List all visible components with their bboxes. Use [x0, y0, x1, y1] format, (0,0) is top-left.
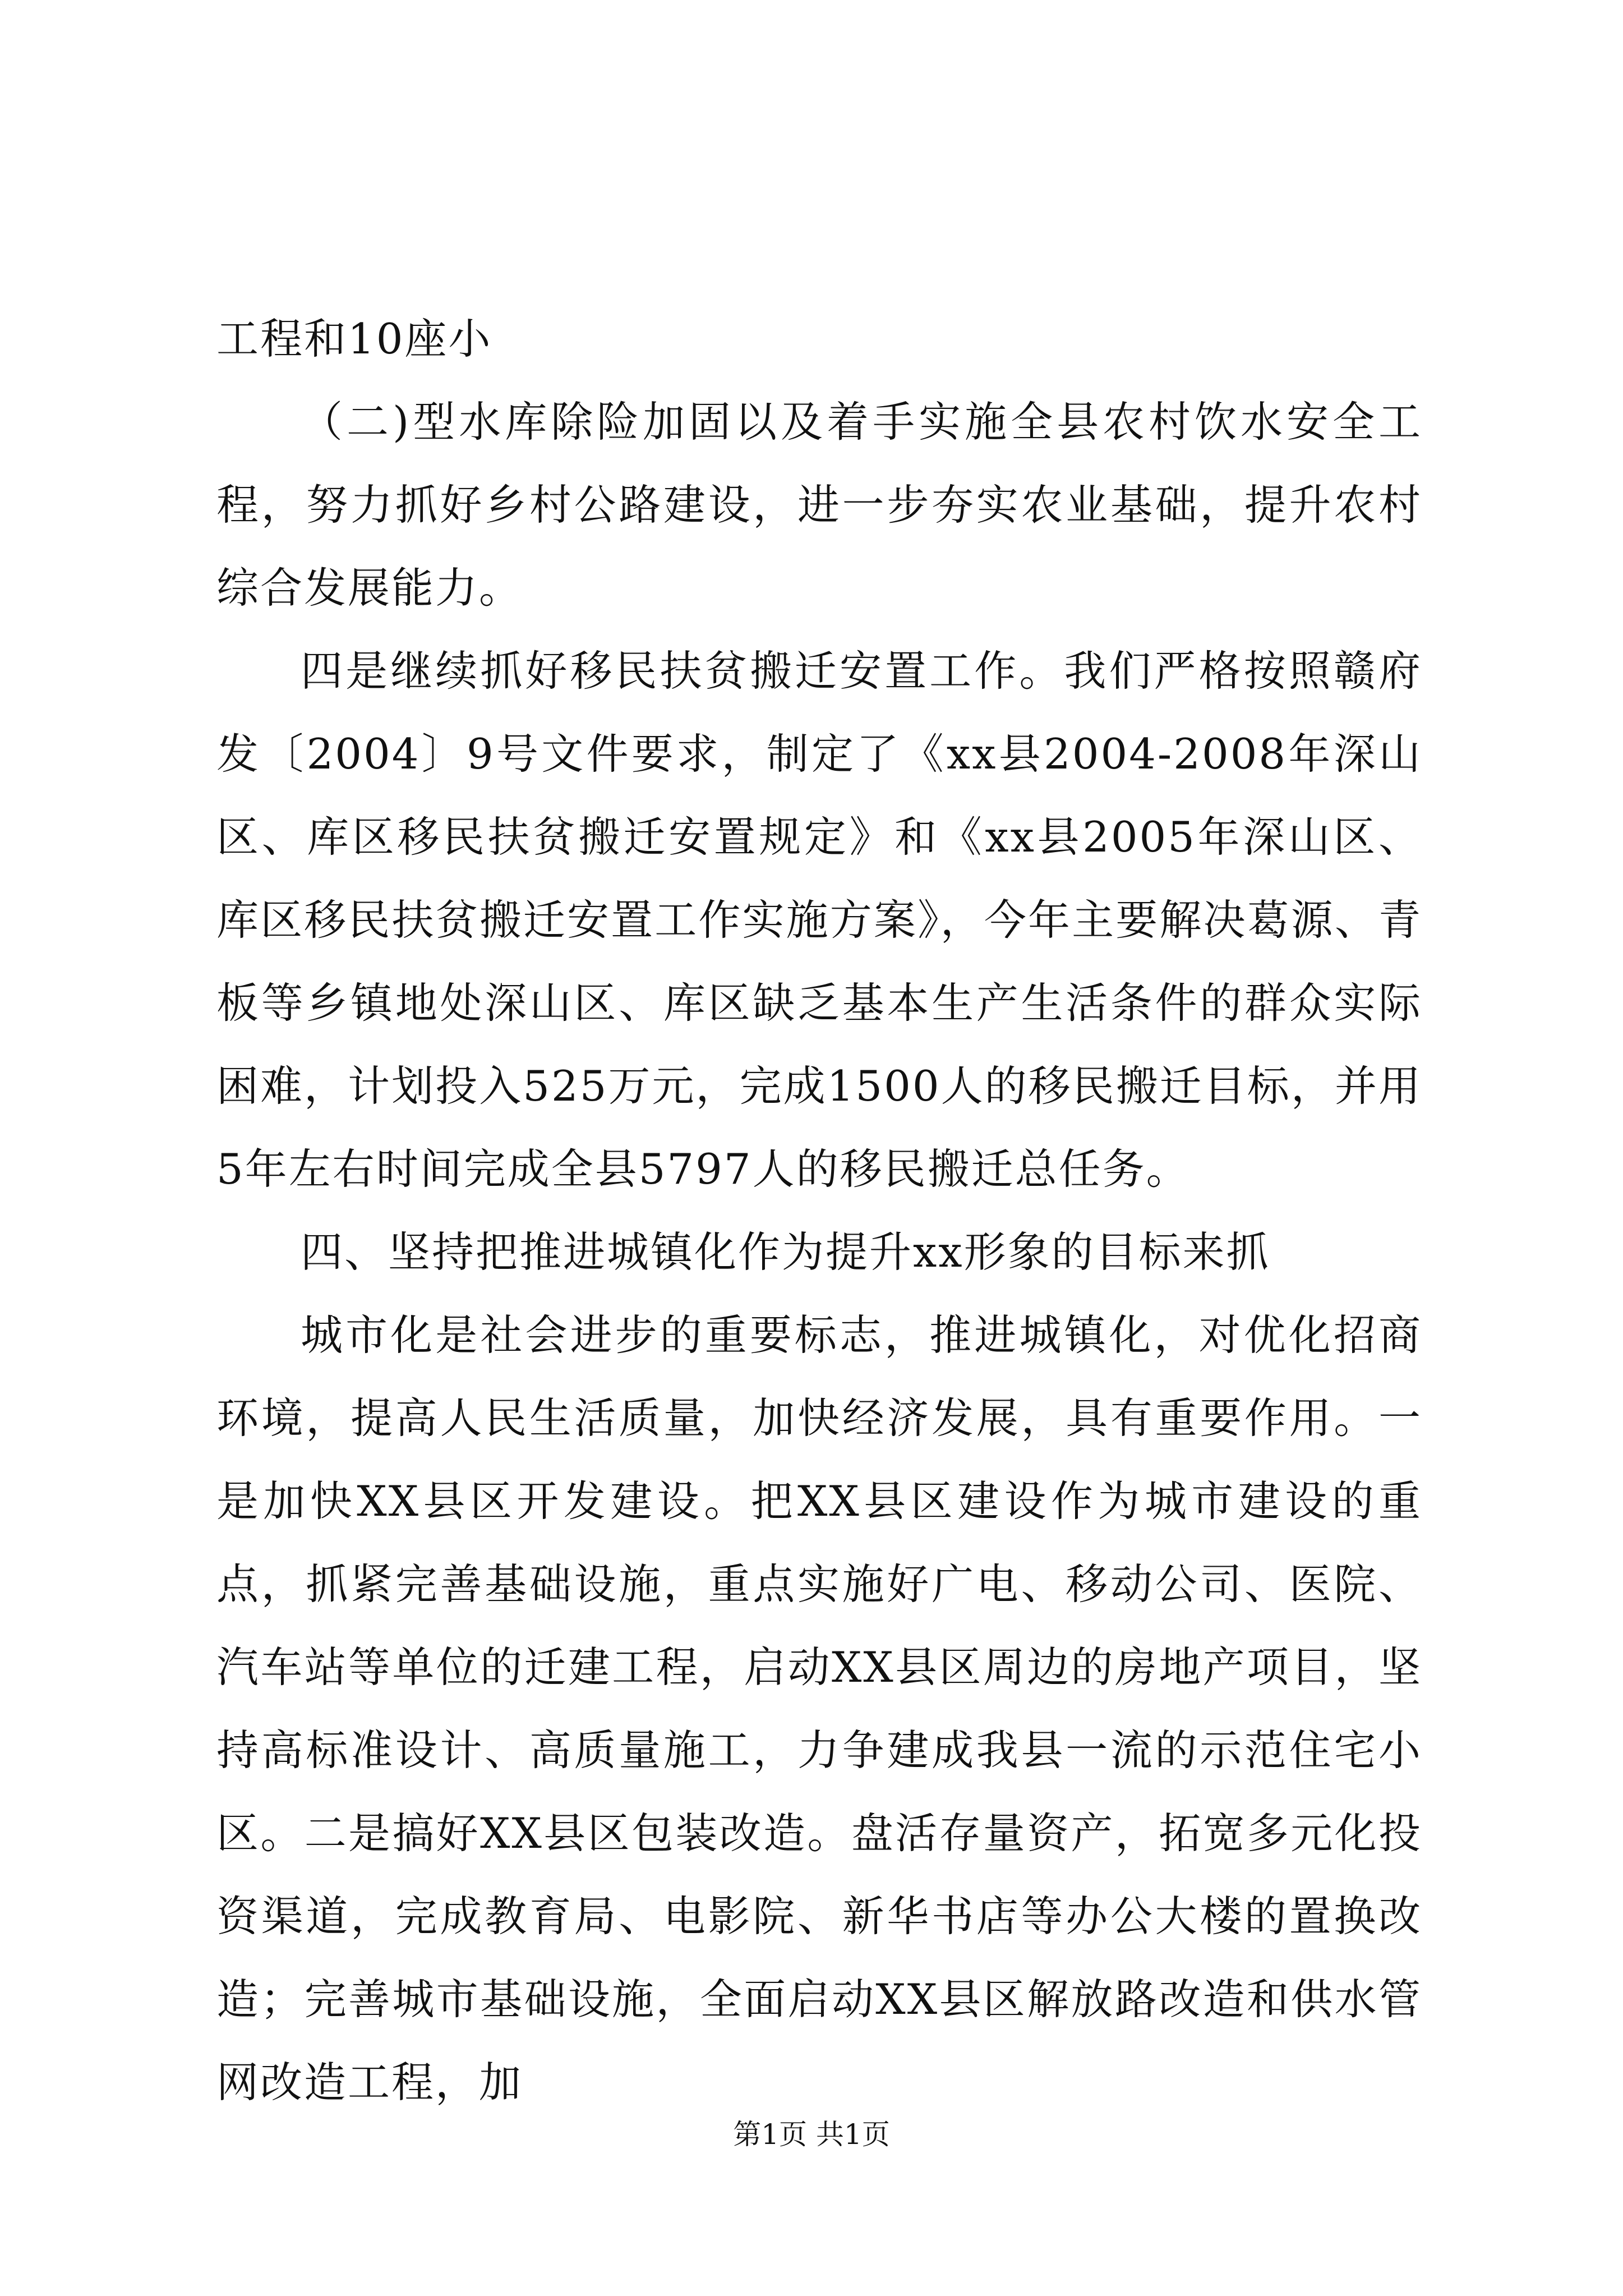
paragraph-relocation: 四是继续抓好移民扶贫搬迁安置工作。我们严格按照赣府发〔2004〕9号文件要求，制定了《xx县2004-2008年深山区、库区移民扶贫搬迁安置规定》和《xx县2005年深山区、库区移民扶贫搬迁安置工作实施方案》，今年主要解决葛源、青板等乡镇地处深山区、库区缺乏基本生产生活条件的群众实际困难，计划投入525万元，完成1500人的移民搬迁目标，并用5年左右时间完成全县5797人的移民搬迁总任务。 [216, 646, 1422, 1194]
paragraph-reservoir: （二)型水库除险加固以及着手实施全县农村饮水安全工程，努力抓好乡村公路建设，进一步夯实农业基础，提升农村综合发展能力。 [216, 397, 1422, 613]
paragraph-urbanization: 城市化是社会进步的重要标志，推进城镇化，对优化招商环境，提高人民生活质量，加快经济发展，具有重要作用。一是加快XX县区开发建设。把XX县区建设作为城市建设的重点，抓紧完善基础设施，重点实施好广电、移动公司、医院、汽车站等单位的迁建工程，启动XX县区周边的房地产项目，坚持高标准设计、高质量施工，力争建成我县一流的示范住宅小区。二是搞好XX县区包装改造。盘活存量资产，拓宽多元化投资渠道，完成教育局、电影院、新华书店等办公大楼的置换改造；完善城市基础设施，全面启动XX县区解放路改造和供水管网改造工程，加 [216, 1310, 1422, 2107]
paragraph-fragment: 工程和10座小 [216, 314, 492, 364]
document-body [216, 297, 1422, 2124]
page-footer: 第1页 共1页 [733, 2118, 890, 2151]
section-heading-urbanization: 四、坚持把推进城镇化作为提升xx形象的目标来抓 [301, 1227, 1270, 1277]
